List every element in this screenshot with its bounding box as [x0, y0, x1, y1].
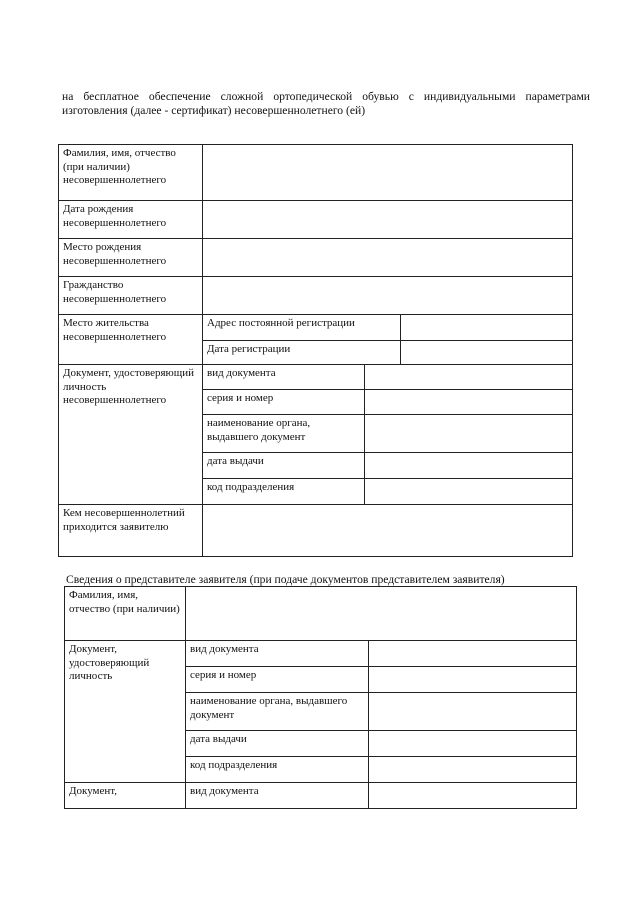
- label-residence: Место жительства несовершеннолетнего: [59, 315, 203, 365]
- field-rep-doc-issue-date[interactable]: [369, 731, 577, 757]
- field-doc-issuer[interactable]: [365, 415, 573, 453]
- field-relation[interactable]: [203, 505, 573, 557]
- field-residence-address[interactable]: [401, 315, 573, 341]
- label-rep-doc-series: серия и номер: [186, 667, 369, 693]
- label-doc-division: код подразделения: [203, 479, 365, 505]
- field-doc-division[interactable]: [365, 479, 573, 505]
- field-rep-doc-issuer[interactable]: [369, 693, 577, 731]
- field-rep-doc-type[interactable]: [369, 641, 577, 667]
- row-birth-date: [59, 201, 573, 239]
- label-rep-full-name: Фамилия, имя, отчество (при наличии): [65, 587, 186, 641]
- row-rep-next-doc-type: [65, 783, 577, 809]
- field-rep-next-doc-type[interactable]: [369, 783, 577, 809]
- label-birth-place: Место рождения несовершеннолетнего: [59, 239, 203, 277]
- representative-table: [64, 586, 577, 809]
- row-doc-type: [59, 365, 573, 390]
- field-rep-doc-division[interactable]: [369, 757, 577, 783]
- representative-section-title: Сведения о представителе заявителя (при подаче документов представителем заявителя): [66, 573, 505, 586]
- label-doc-issue-date: дата выдачи: [203, 453, 365, 479]
- label-doc-series: серия и номер: [203, 390, 365, 415]
- label-registration-date: Дата регистрации: [203, 341, 401, 365]
- field-doc-type[interactable]: [365, 365, 573, 390]
- label-residence-address: Адрес постоянной регистрации: [203, 315, 401, 341]
- label-full-name: Фамилия, имя, отчество (при наличии) несовершеннолетнего: [59, 145, 203, 201]
- label-doc-issuer: наименование органа, выдавшего документ: [203, 415, 365, 453]
- row-birth-place: [59, 239, 573, 277]
- field-registration-date[interactable]: [401, 341, 573, 365]
- label-rep-next-doc-type: вид документа: [186, 783, 369, 809]
- field-citizenship[interactable]: [203, 277, 573, 315]
- field-doc-series[interactable]: [365, 390, 573, 415]
- row-rep-doc-type: [65, 641, 577, 667]
- field-birth-date[interactable]: [203, 201, 573, 239]
- label-rep-next-document: Документ,: [65, 783, 186, 809]
- field-doc-issue-date[interactable]: [365, 453, 573, 479]
- row-relation: [59, 505, 573, 557]
- label-rep-id-document: Документ, удостоверяющий личность: [65, 641, 186, 783]
- row-residence-address: [59, 315, 573, 341]
- field-rep-full-name[interactable]: [186, 587, 577, 641]
- intro-text: на бесплатное обеспечение сложной ортопедической обувью с индивидуальными параметрами изготовления (далее - сертификат) несовершеннолетнего (ей): [62, 90, 590, 117]
- row-rep-full-name: [65, 587, 577, 641]
- label-rep-doc-issue-date: дата выдачи: [186, 731, 369, 757]
- label-rep-doc-issuer: наименование органа, выдавшего документ: [186, 693, 369, 731]
- field-rep-doc-series[interactable]: [369, 667, 577, 693]
- label-doc-type: вид документа: [203, 365, 365, 390]
- label-citizenship: Гражданство несовершеннолетнего: [59, 277, 203, 315]
- label-birth-date: Дата рождения несовершеннолетнего: [59, 201, 203, 239]
- label-rep-doc-type: вид документа: [186, 641, 369, 667]
- label-id-document: Документ, удостоверяющий личность несовершеннолетнего: [59, 365, 203, 505]
- label-relation: Кем несовершеннолетний приходится заявителю: [59, 505, 203, 557]
- field-birth-place[interactable]: [203, 239, 573, 277]
- field-full-name[interactable]: [203, 145, 573, 201]
- row-full-name: [59, 145, 573, 201]
- row-citizenship: [59, 277, 573, 315]
- label-rep-doc-division: код подразделения: [186, 757, 369, 783]
- minor-info-table: [58, 144, 573, 557]
